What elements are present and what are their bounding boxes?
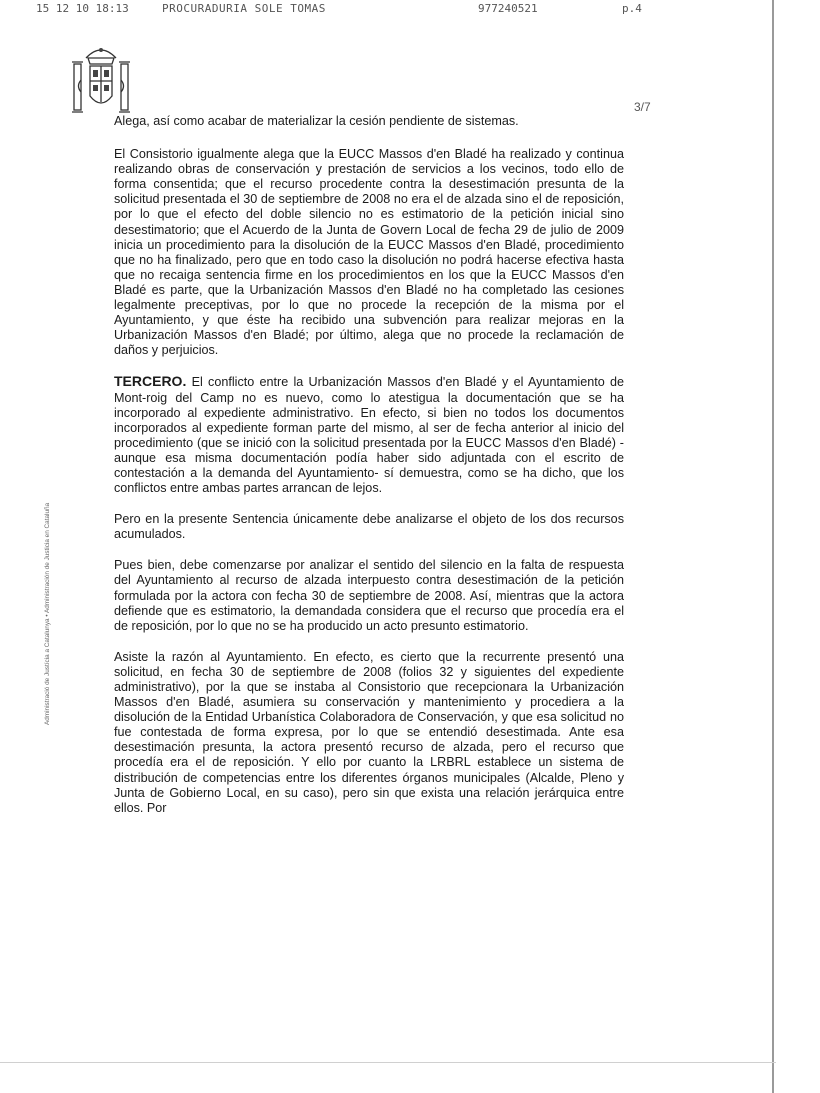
side-note: Administració de Justícia a Catalunya • Administración de Justicia en Cataluña (44, 502, 51, 725)
section-heading-tercero: TERCERO. (114, 373, 187, 390)
paragraph-5: Pues bien, debe comenzarse por analizar el sentido del silencio en la falta de respuesta del Ayuntamiento al recurso de alzada interpuesto contra desestimación de la petición formulada por la actora con fecha 30 de septiembre de 2008. Así, mientras que la actora defiende que es estimatorio, la demandada considera que el recurso que procedía era el de reposición, por lo que no se ha producido un acto presunto estimatorio. (114, 558, 624, 633)
fax-sender: PROCURADURIA SOLE TOMAS (162, 2, 326, 15)
paragraph-2: El Consistorio igualmente alega que la EUCC Massos d'en Bladé ha realizado y continua realizando obras de conservación y prestación de servicios a los vecinos, todo ello de forma consentida; que el recurso procedente contra la desestimación presunta de la solicitud presentada el 30 de septiembre de 2008 no era el de alzada sino el de reposición, por lo que el efecto del doble silencio no es estimatorio de la petición inicial sino desestimatorio; que el Acuerdo de la Junta de Govern Local de fecha 29 de julio de 2009 inicia un procedimiento para la disolución de la EUCC Massos d'en Bladé, procedimiento que no ha finalizado, pero que en todo caso la disolución no podrá hacerse efectiva hasta que no recaiga sentencia firme en los procedimientos en los que la EUCC Massos d'en Bladé es parte, que la Urbanización Massos d'en Bladé no ha completado las cesiones legalmente preceptivas, por lo que no procede la recepción de la misma por el Ayuntamiento, y que éste ha recibido una subvención para realizar mejoras en la Urbanización Massos d'en Bladé; por último, alega que no procede la reclamación de daños y perjuicios. (114, 147, 624, 358)
paragraph-1: Alega, así como acabar de materializar la cesión pendiente de sistemas. (114, 114, 519, 128)
paragraph-4: Pero en la presente Sentencia únicamente debe analizarse el objeto de los dos recursos acumulados. (114, 512, 624, 542)
paragraph-3 (114, 374, 624, 496)
page-edge-line (772, 0, 774, 1093)
fax-datetime: 15 12 10 18:13 (36, 2, 129, 15)
page-bottom-band (0, 1062, 776, 1063)
fax-number: 977240521 (478, 2, 538, 15)
document-body (114, 114, 624, 832)
fax-header (0, 2, 760, 18)
fax-page: p.4 (622, 2, 642, 15)
page-number: 3/7 (634, 100, 651, 114)
paragraph-3-text: El conflicto entre la Urbanización Massos d'en Bladé y el Ayuntamiento de Mont-roig del Camp no es nuevo, como lo atestigua la documentación que se ha incorporado al expediente administrativo. En efecto, si bien no todos los documentos incorporados al expediente forman parte del mismo, al ser de fecha anterior al inicio del procedimiento (que se inició con la solicitud presentada por la EUCC Massos d'en Bladé) -aunque esa misma documentación podía haber sido adjuntada con el escrito de contestación a la demanda del Ayuntamiento- sí demuestra, como se ha dicho, que los conflictos entre ambas partes arrancan de lejos. (114, 375, 625, 496)
paragraph-6: Asiste la razón al Ayuntamiento. En efecto, es cierto que la recurrente presentó una solicitud, en fecha 30 de septiembre de 2008 (folios 32 y siguientes del expediente administrativo), por la que se instaba al Consistorio que recepcionara la Urbanización Massos d'en Bladé, asumiera su conservación y mantenimiento y procediera a la disolución de la Entidad Urbanística Colaboradora de Conservación, y que esa solicitud no fue contestada de forma expresa, por lo que se entendió desestimada. Ante esa desestimación presunta, la actora presentó recurso de alzada, pero el recurso que procedía era el de reposición. Y ello por cuanto la LRBRL establece un sistema de distribución de competencias entre los diferentes órganos municipales (Alcalde, Pleno y Junta de Gobierno Local, en su caso), pero sin que exista una relación jerárquica entre ellos. Por (114, 649, 624, 815)
